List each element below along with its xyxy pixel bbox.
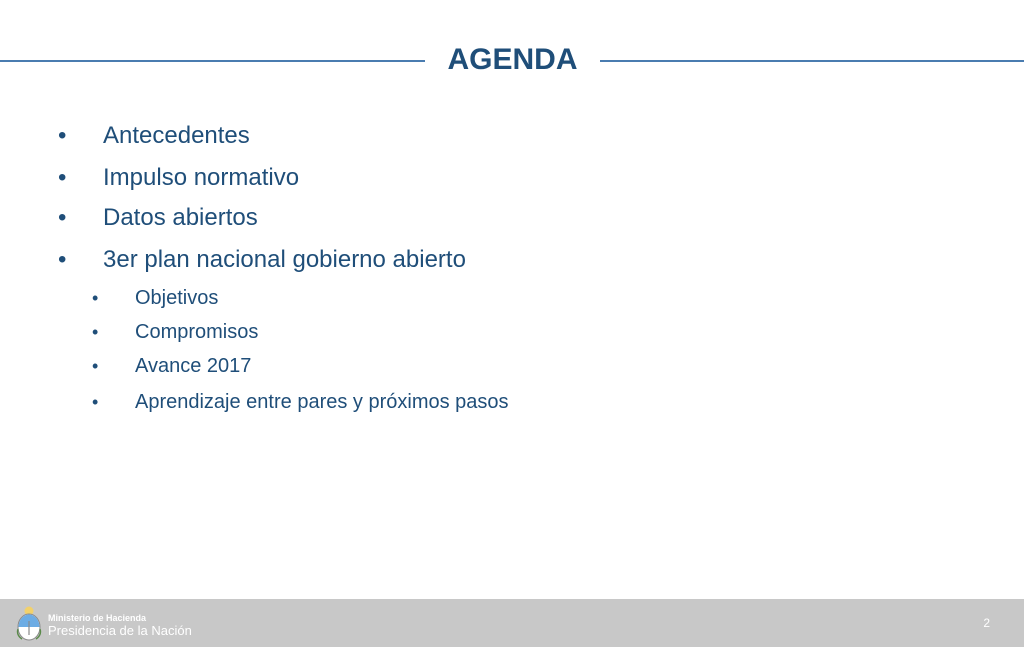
agenda-subitem-label: Aprendizaje entre pares y próximos pasos [135, 391, 509, 413]
slide-title: AGENDA [447, 43, 578, 76]
agenda-subitem-label: Compromisos [135, 321, 259, 343]
bullet: • [92, 392, 99, 412]
agenda-item-label: 3er plan nacional gobierno abierto [103, 246, 466, 273]
bullet: • [92, 356, 99, 376]
slide-footer [0, 599, 1024, 647]
agenda-subitem-label: Objetivos [135, 287, 219, 309]
ministry-name: Ministerio de Hacienda [48, 613, 147, 623]
agenda-item-label: Antecedentes [103, 122, 250, 149]
bullet: • [58, 204, 67, 231]
argentina-coat-of-arms-icon [16, 605, 42, 641]
bullet: • [58, 246, 67, 273]
bullet: • [58, 122, 67, 149]
presidency-name: Presidencia de la Nación [48, 623, 192, 638]
agenda-item-label: Impulso normativo [103, 164, 300, 191]
agenda-subitem-label: Avance 2017 [135, 355, 252, 377]
page-number: 2 [983, 616, 990, 630]
bullet: • [92, 288, 99, 308]
bullet: • [58, 164, 67, 191]
agenda-item-label: Datos abiertos [103, 204, 258, 231]
bullet: • [92, 322, 99, 342]
